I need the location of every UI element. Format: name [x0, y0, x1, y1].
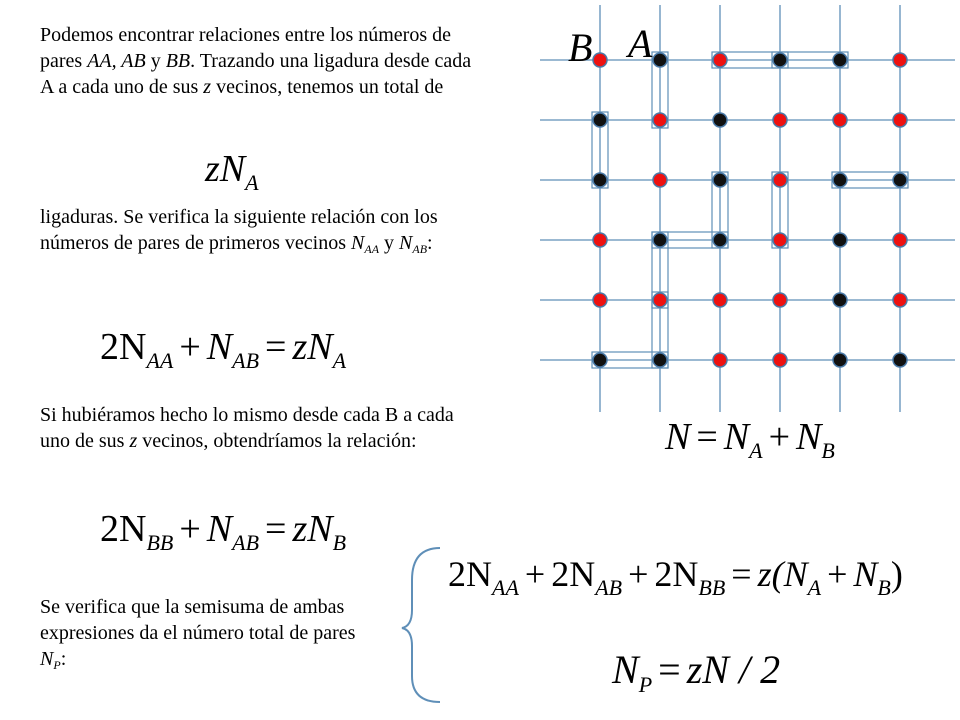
atom-a	[713, 293, 727, 307]
atom-b	[833, 53, 847, 67]
relation-sub-ab: AB	[412, 242, 428, 256]
total-eq-equals: =	[696, 416, 718, 458]
atom-a	[773, 173, 787, 187]
b-paragraph	[40, 402, 480, 454]
sum-sub-a: A	[807, 575, 822, 600]
b-end: vecinos, obtendríamos la relación:	[137, 430, 417, 452]
intro-z: z	[203, 76, 212, 98]
atom-b	[593, 113, 607, 127]
atom-b	[833, 173, 847, 187]
eq2-sub-b: B	[332, 530, 347, 555]
equation-total	[665, 418, 835, 462]
lattice-label-b: B	[568, 25, 593, 70]
intro-and: y	[145, 50, 166, 72]
eq1-plus: +	[179, 326, 201, 368]
relation-n-aa: N	[351, 232, 365, 254]
sum-2n-bb: 2N	[654, 554, 699, 594]
atom-b	[833, 353, 847, 367]
atom-b	[653, 233, 667, 247]
total-eq-na: N	[723, 416, 750, 458]
intro-end: vecinos, tenemos un total de	[211, 76, 444, 98]
atom-b	[893, 353, 907, 367]
atom-a	[773, 353, 787, 367]
b-z: z	[129, 430, 138, 452]
eq2-n: N	[206, 508, 233, 550]
eq2-plus: +	[179, 508, 201, 550]
atom-a	[713, 53, 727, 67]
eq2-sub-ab: AB	[232, 530, 260, 555]
atom-a	[653, 113, 667, 127]
sum-sub-ab: AB	[595, 575, 623, 600]
atom-b	[713, 233, 727, 247]
pairs-sub-p: P	[638, 672, 653, 697]
eq1-2n: 2N	[100, 326, 147, 368]
sum-2n-aa: 2N	[448, 554, 492, 594]
eq1-sub-aa: AA	[146, 348, 174, 373]
eq1-rhs: zN	[292, 326, 333, 368]
eq2-2n: 2N	[100, 508, 147, 550]
atom-a	[653, 173, 667, 187]
equation-zna	[205, 150, 259, 194]
atom-a	[893, 113, 907, 127]
atom-b	[653, 53, 667, 67]
atom-b	[713, 173, 727, 187]
relation-and: y	[379, 232, 400, 254]
relation-sub-aa: AA	[364, 242, 380, 256]
sum-plus-3: +	[827, 554, 848, 594]
total-eq-nb: N	[796, 416, 822, 458]
sum-2n-ab: 2N	[551, 554, 596, 594]
total-colon: :	[60, 648, 67, 670]
sum-plus-2: +	[628, 554, 649, 594]
equation-sum	[448, 556, 903, 599]
equation-aa	[100, 328, 346, 372]
atom-a	[593, 53, 607, 67]
zna-sub: A	[245, 170, 259, 195]
atom-a	[833, 113, 847, 127]
sum-z-na: z(N	[757, 554, 808, 594]
atom-a	[593, 233, 607, 247]
brace-path	[402, 548, 440, 702]
sum-n-b: N	[853, 554, 878, 594]
relation-colon: :	[427, 232, 433, 254]
intro-text: Podemos encontrar relaciones entre los números de pares	[40, 24, 451, 72]
relation-n-ab: N	[399, 232, 413, 254]
equation-bb	[100, 510, 346, 554]
relation-paragraph	[40, 204, 480, 262]
atom-a	[593, 293, 607, 307]
total-n: N	[40, 648, 54, 670]
atom-a	[773, 293, 787, 307]
atom-a	[653, 293, 667, 307]
eq1-equals: =	[265, 326, 287, 368]
atom-a	[713, 353, 727, 367]
intro-paragraph	[40, 22, 480, 100]
sum-close-paren: )	[890, 554, 903, 594]
atom-b	[593, 353, 607, 367]
atom-b	[893, 173, 907, 187]
total-sub-p: P	[53, 658, 61, 672]
eq1-sub-a: A	[332, 348, 347, 373]
atom-b	[833, 233, 847, 247]
pairs-aa-ab: AA, AB	[87, 50, 146, 72]
atom-b	[773, 53, 787, 67]
total-eq-n: N	[665, 416, 691, 458]
atom-a	[893, 293, 907, 307]
eq2-sub-bb: BB	[146, 530, 174, 555]
eq1-sub-ab: AB	[232, 348, 260, 373]
pairs-bb: BB	[165, 50, 191, 72]
sum-sub-bb: BB	[698, 575, 726, 600]
atom-b	[593, 173, 607, 187]
sum-sub-aa: AA	[492, 575, 519, 600]
relation-text: ligaduras. Se verifica la siguiente relación con los números de pares de primeros vecinos	[40, 206, 438, 254]
pairs-equals: =	[658, 647, 681, 692]
eq2-equals: =	[265, 508, 287, 550]
total-eq-sub-a: A	[749, 438, 763, 463]
sum-equals: =	[731, 554, 752, 594]
zna-main: zN	[205, 148, 246, 190]
total-eq-sub-b: B	[821, 438, 835, 463]
atom-b	[833, 293, 847, 307]
sum-plus-1: +	[524, 554, 546, 594]
pairs-rhs: zN / 2	[686, 647, 781, 692]
atom-b	[653, 353, 667, 367]
intro-tail: . Trazando una ligadura desde cada A a cada uno de sus	[40, 50, 472, 98]
total-paragraph	[40, 594, 380, 678]
equation-pairs	[612, 647, 781, 697]
eq1-n: N	[206, 326, 233, 368]
sum-sub-b: B	[877, 575, 891, 600]
atom-a	[893, 233, 907, 247]
atom-a	[893, 53, 907, 67]
lattice-diagram	[530, 0, 960, 420]
atom-a	[773, 113, 787, 127]
atom-b	[713, 113, 727, 127]
lattice-label-a: A	[628, 21, 653, 66]
eq2-rhs: zN	[292, 508, 333, 550]
total-text: Se verifica que la semisuma de ambas expresiones da el número total de pares	[40, 596, 356, 644]
b-text: Si hubiéramos hecho lo mismo desde cada B a cada uno de sus	[40, 404, 454, 452]
total-eq-plus: +	[768, 416, 791, 458]
pairs-n: N	[612, 647, 639, 692]
atom-a	[773, 233, 787, 247]
